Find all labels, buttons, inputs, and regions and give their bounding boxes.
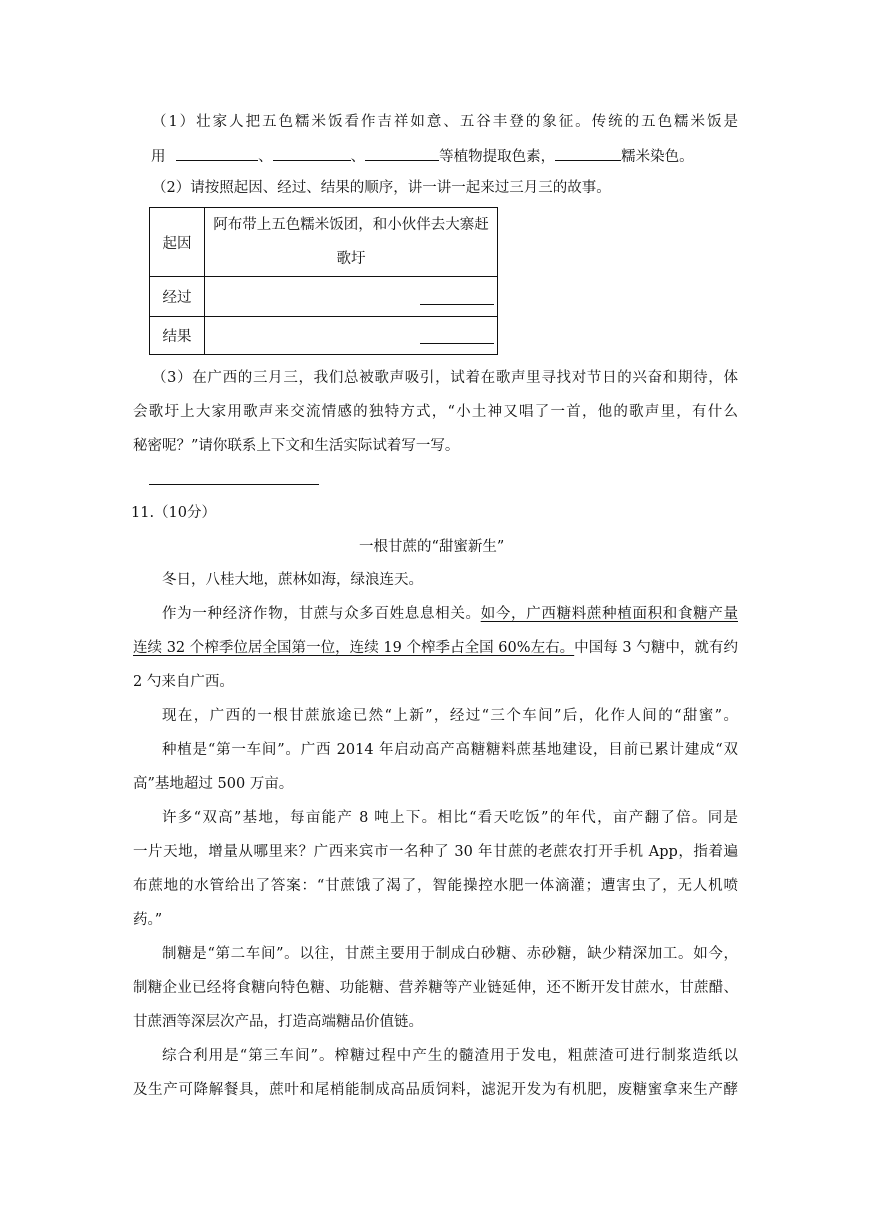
paragraph-3: 现在，广西的一根甘蔗旅途已然“上新”，经过“三个车间”后，化作人间的“甜蜜”。 (162, 708, 738, 724)
paragraph-2-line-1 (162, 604, 738, 624)
q1-sep-2: 、 (350, 149, 366, 165)
row-label-cause: 起因 (150, 208, 205, 277)
q3-line-3: 秘密呢？”请你联系上下文和生活实际试着写一写。 (133, 438, 460, 454)
table-row (150, 277, 498, 317)
paragraph-7-line-1: 综合利用是“第三车间”。榨糖过程中产生的髓渣用于发电，粗蔗渣可进行制浆造纸以 (162, 1048, 738, 1064)
answer-blank-3[interactable] (365, 146, 439, 161)
row-label-process: 经过 (150, 277, 205, 317)
story-table (149, 207, 498, 355)
q2-prompt: （2）请按照起因、经过、结果的顺序，讲一讲一起来过三月三的故事。 (152, 180, 611, 196)
table-row (150, 208, 498, 277)
p2-text-a: 作为一种经济作物，甘蔗与众多百姓息息相关。 (162, 606, 481, 622)
paragraph-4-line-2: 高”基地超过 500 万亩。 (133, 776, 294, 792)
q1-mid: 等植物提取色素， (439, 149, 556, 165)
row-label-result: 结果 (150, 317, 205, 355)
answer-blank-process[interactable] (420, 290, 494, 305)
paragraph-4-line-1: 种植是“第一车间”。广西 2014 年启动高产高糖糖料蔗基地建设，目前已累计建成“双 (162, 742, 738, 758)
row-value-result (205, 317, 498, 355)
paragraph-5-line-4: 药。” (133, 912, 163, 928)
paragraph-7-line-2: 及生产可降解餐具，蔗叶和尾梢能制成高品质饲料，滤泥开发为有机肥，废糖蜜拿来生产酵 (133, 1082, 738, 1098)
q1-suffix: 糯米染色。 (621, 149, 694, 165)
paragraph-5-line-2: 一片天地，增量从哪里来？广西来宾市一名种了 30 年甘蔗的老蔗农打开手机 App，指着遍 (133, 844, 738, 860)
paragraph-1: 冬日，八桂大地，蔗林如海，绿浪连天。 (162, 572, 423, 588)
paragraph-5-line-3: 布蔗地的水管给出了答案：“甘蔗饿了渴了，智能操控水肥一体滴灌；遭害虫了，无人机喷 (133, 878, 738, 894)
q1-prefix: 用 (151, 149, 166, 165)
paragraph-2-line-2 (133, 638, 738, 658)
paragraph-2-line-3: 2 勺来自广西。 (133, 674, 234, 690)
paragraph-6-line-1: 制糖是“第二车间”。以往，甘蔗主要用于制成白砂糖、赤砂糖，缺少精深加工。如今， (162, 946, 738, 962)
cause-text-line-1: 阿布带上五色糯米饭团，和小伙伴去大寨赶 (213, 217, 489, 233)
q1-line-2 (151, 146, 756, 167)
article-title: 一根甘蔗的“甜蜜新生” (359, 539, 505, 555)
answer-blank-1[interactable] (176, 146, 258, 161)
p2-text-b: 中国每 3 勺糖中，就有约 (574, 640, 738, 656)
q1-sep-1: 、 (258, 149, 273, 165)
q3-line-2: 会歌圩上大家用歌声来交流情感的独特方式，“小土神又唱了一首，他的歌声里，有什么 (133, 404, 738, 420)
row-value-cause (205, 208, 498, 277)
q3-line-1: （3）在广西的三月三，我们总被歌声吸引，试着在歌声里寻找对节日的兴奋和期待，体 (152, 370, 738, 386)
row-value-process (205, 277, 498, 317)
cause-text-line-2: 歌圩 (336, 251, 366, 267)
answer-blank-4[interactable] (555, 146, 621, 161)
paragraph-6-line-3: 甘蔗酒等深层次产品，打造高端糖品价值链。 (133, 1014, 423, 1030)
answer-blank-result[interactable] (420, 329, 494, 344)
paragraph-5-line-1: 许多“双高”基地，每亩能产 8 吨上下。相比“看天吃饭”的年代，亩产翻了倍。同是 (162, 810, 738, 826)
table-row (150, 317, 498, 355)
q11-header: 11.（10分） (131, 505, 217, 521)
p2-underlined-1: 如今，广西糖料蔗种植面积和食糖产量 (480, 606, 738, 622)
q1-line-1: （1）壮家人把五色糯米饭看作吉祥如意、五谷丰登的象征。传统的五色糯米饭是 (152, 114, 738, 130)
answer-line-q3[interactable] (149, 484, 319, 485)
answer-blank-2[interactable] (273, 146, 351, 161)
p2-underlined-2: 连续 32 个榨季位居全国第一位，连续 19 个榨季占全国 60%左右。 (133, 640, 575, 656)
paragraph-6-line-2: 制糖企业已经将食糖向特色糖、功能糖、营养糖等产业链延伸，还不断开发甘蔗水，甘蔗醋、 (133, 980, 738, 996)
